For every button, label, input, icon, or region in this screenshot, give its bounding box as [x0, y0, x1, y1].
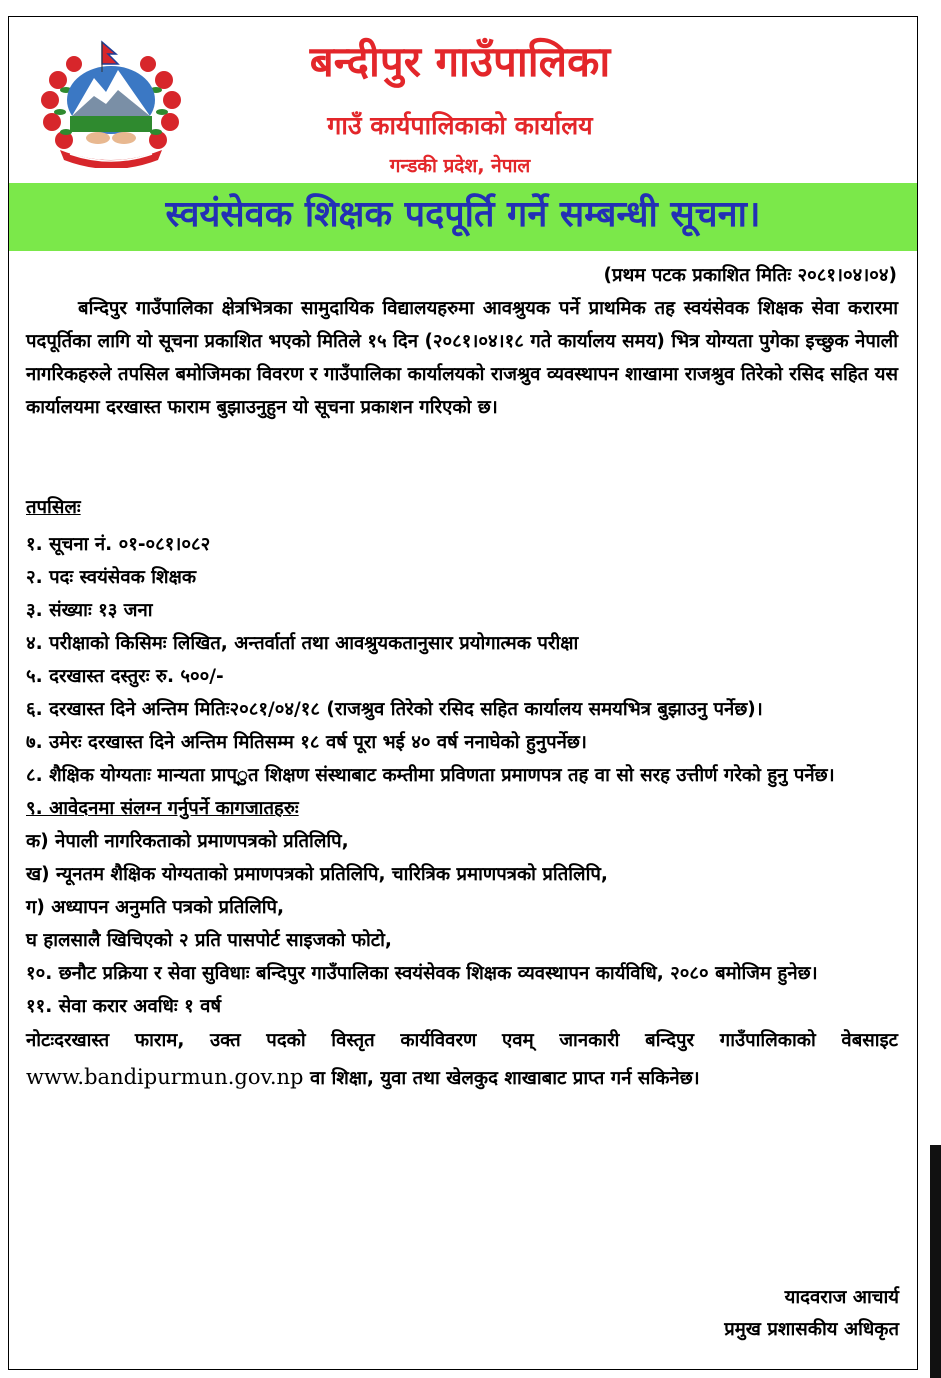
signatory-name: यादवराज आचार्य [784, 1287, 899, 1308]
intro-paragraph: बन्दिपुर गाउँपालिका क्षेत्रभित्रका सामुदायिक विद्यालयहरुमा आवश्रुयक पर्ने प्राथमिक तह स्वयंसेवक शिक्षक सेवा करारमा पदपूर्तिका लागि यो सूचना प्रकाशित भएको मितिले १५ दिन (२०८१।०४।१८ गते कार्यालय समय) भित्र योग्यता पुगेका इच्छुक नेपाली नागरिकहरुले तपसिल बमोजिमका विवरण र गाउँपालिका कार्यालयको राजश्रुव व्यवस्थापन शाखामा राजश्रुव तिरेको रसिद सहित यस कार्यालयमा दरखास्त फाराम बुझाउनुहुन यो सूचना प्रकाशन गरिएको छ। [26, 298, 898, 418]
note [26, 1023, 898, 1097]
signature-block [724, 1282, 899, 1346]
list-item: ३. संख्याः १३ जना [26, 600, 153, 621]
website-link[interactable]: www.bandipurmun.gov.np [26, 1065, 304, 1089]
scan-edge [930, 1145, 941, 1378]
document-item: ग) अध्यापन अनुमति पत्रको प्रतिलिपि, [26, 897, 285, 918]
note-text: नोटःदरखास्त फाराम, उक्त पदको विस्तृत कार्यविवरण एवम् जानकारी बन्दिपुर गाउँपालिकाको वेबसाइट [26, 1030, 898, 1051]
notice-heading: स्वयंसेवक शिक्षक पदपूर्ति गर्ने सम्बन्धी सूचना। [165, 194, 761, 235]
publish-date: (प्रथम पटक प्रकाशित मितिः २०८१।०४।०४) [603, 265, 897, 286]
province-name: गन्डकी प्रदेश, नेपाल [389, 155, 531, 177]
list-item: ११. सेवा करार अवधिः १ वर्ष [26, 996, 222, 1017]
office-name: गाउँ कार्यपालिकाको कार्यालय [327, 111, 593, 140]
list-item: ६. दरखास्त दिने अन्तिम मितिः२०८१/०४/१८ (राजश्रुव तिरेको रसिद सहित कार्यालय समयभित्र बुझाउनु पर्नेछ)। [26, 699, 763, 720]
details-list [26, 528, 898, 1097]
page-title: बन्दीपुर गाउँपालिका [309, 37, 611, 86]
details-heading: तपसिलः [26, 497, 81, 518]
note-text-end: वा शिक्षा, युवा तथा खेलकुद शाखाबाट प्राप्त गर्न सकिनेछ। [309, 1068, 700, 1089]
list-item: ४. परीक्षाको किसिमः लिखित, अन्तर्वार्ता तथा आवश्रुयकतानुसार प्रयोगात्मक परीक्षा [26, 633, 579, 654]
documents-heading: ९. आवेदनमा संलग्न गर्नुपर्ने कागजातहरुः [26, 798, 299, 819]
nepal-emblem-icon [36, 38, 186, 168]
list-item: ७. उमेरः दरखास्त दिने अन्तिम मितिसम्म १८ वर्ष पूरा भई ४० वर्ष ननाघेको हुनुपर्नेछ। [26, 732, 587, 753]
document-item: घ हालसालै खिचिएको २ प्रति पासपोर्ट साइजको फोटो, [26, 930, 392, 951]
list-item: १. सूचना नं. ०१-०८१।०८२ [26, 534, 211, 555]
list-item: १०. छनौट प्रक्रिया र सेवा सुविधाः बन्दिपुर गाउँपालिका स्वयंसेवक शिक्षक व्यवस्थापन कार्यविधि, २०८० बमोजिम हुनेछ। [26, 963, 818, 984]
signatory-designation: प्रमुख प्रशासकीय अधिकृत [724, 1319, 899, 1340]
document-item: ख) न्यूनतम शैक्षिक योग्यताको प्रमाणपत्रको प्रतिलिपि, चारित्रिक प्रमाणपत्रको प्रतिलिपि, [26, 864, 608, 885]
notice-banner [9, 183, 917, 251]
list-item: ५. दरखास्त दस्तुरः रु. ५००/- [26, 666, 224, 687]
list-item: ८. शैक्षिक योग्यताः मान्यता प्राप्ुत शिक्षण संस्थाबाट कम्तीमा प्रविणता प्रमाणपत्र तह वा सो सरह उत्तीर्ण गरेको हुनु पर्नेछ। [26, 765, 835, 786]
list-item: २. पदः स्वयंसेवक शिक्षक [26, 567, 197, 588]
document-item: क) नेपाली नागरिकताको प्रमाणपत्रको प्रतिलिपि, [26, 831, 349, 852]
